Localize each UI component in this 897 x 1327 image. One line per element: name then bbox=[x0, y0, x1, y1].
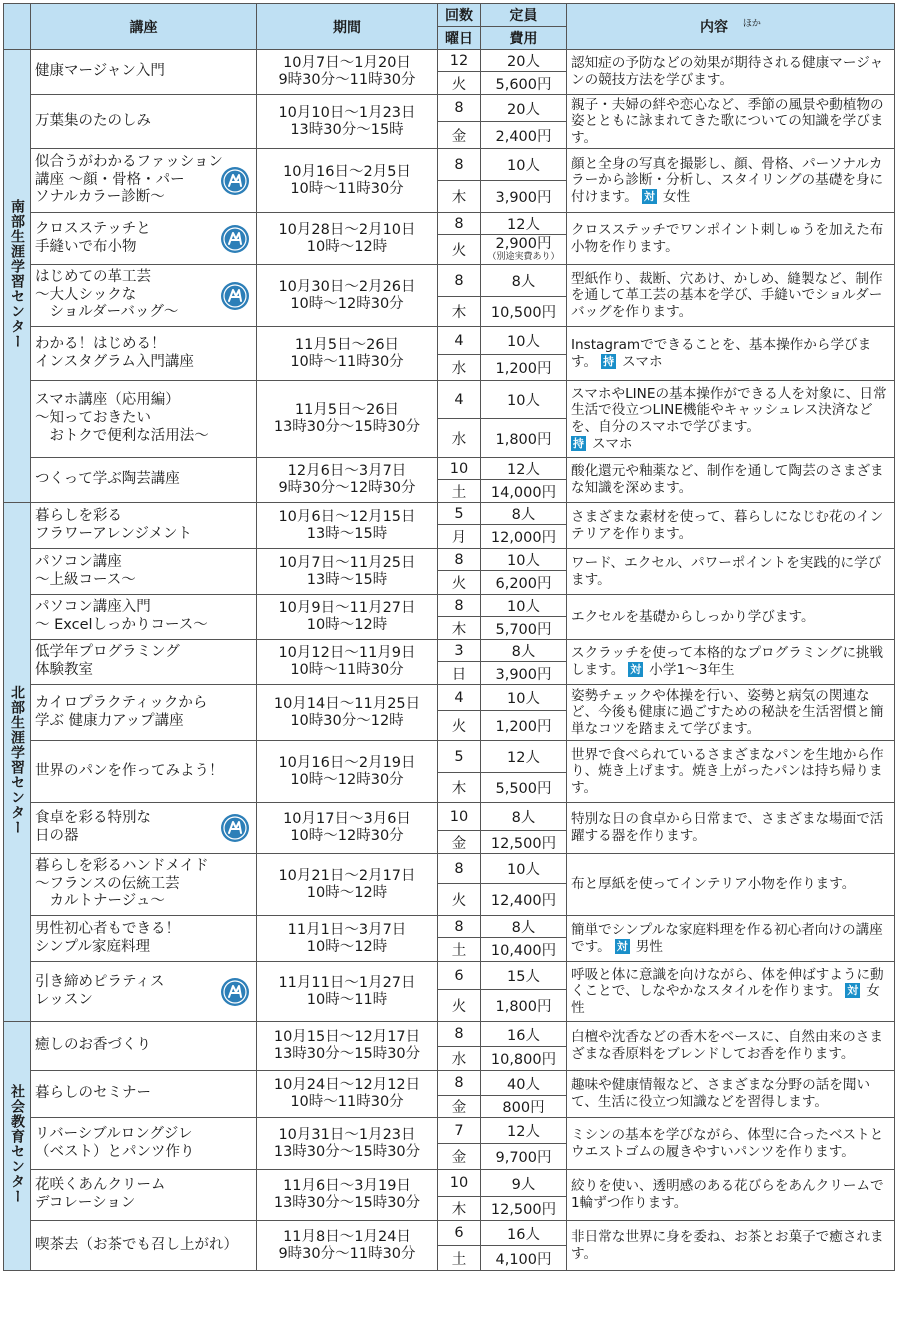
fee: 2,400円 bbox=[481, 122, 567, 149]
course-row bbox=[4, 595, 895, 617]
new-course-badge-icon bbox=[220, 813, 250, 843]
new-course-badge-icon bbox=[220, 281, 250, 311]
session-count: 8 bbox=[438, 1022, 481, 1047]
center-label bbox=[4, 503, 31, 1022]
fee: 5,700円 bbox=[481, 617, 567, 640]
weekday: 金 bbox=[438, 122, 481, 149]
capacity: 8人 bbox=[481, 503, 567, 525]
course-description bbox=[567, 149, 895, 213]
course-name-text: スマホ講座（応用編） 〜知っておきたい おトクで便利な活用法〜 bbox=[35, 392, 209, 444]
header-content-note: ほか bbox=[742, 19, 761, 30]
capacity: 16人 bbox=[481, 1022, 567, 1047]
target-tag-badge: 対 bbox=[643, 189, 655, 203]
fee-wrap bbox=[481, 237, 566, 262]
course-row bbox=[4, 1170, 895, 1197]
weekday: 金 bbox=[438, 831, 481, 854]
course-name bbox=[31, 327, 257, 381]
fee: 6,200円 bbox=[481, 571, 567, 595]
session-count: 5 bbox=[438, 503, 481, 525]
course-name bbox=[31, 265, 257, 327]
description-text: 世界で食べられているさまざまなパンを生地から作り、焼き上げます。焼き上がったパンは持ち帰ります。 bbox=[571, 746, 884, 796]
course-period: 10月17日〜3月6日 10時〜12時30分 bbox=[257, 803, 438, 854]
course-name-text: 暮らしを彩る フラワーアレンジメント bbox=[35, 507, 193, 542]
session-count: 12 bbox=[438, 50, 481, 72]
fee-amount: 2,900円 bbox=[495, 236, 552, 253]
course-period: 10月24日〜12月12日 10時〜11時30分 bbox=[257, 1071, 438, 1118]
capacity: 10人 bbox=[481, 149, 567, 181]
fee: 1,200円 bbox=[481, 711, 567, 741]
fee: 4,100円 bbox=[481, 1246, 567, 1271]
capacity: 10人 bbox=[481, 685, 567, 711]
course-name-text: 似合うがわかるファッション 講座 〜顔・骨格・パー ソナルカラー診断〜 bbox=[35, 153, 223, 206]
capacity: 8人 bbox=[481, 916, 567, 938]
fee: 10,400円 bbox=[481, 938, 567, 962]
header-corner bbox=[4, 4, 31, 50]
fee: 1,800円 bbox=[481, 990, 567, 1022]
header-course: 講座 bbox=[31, 4, 257, 50]
course-period: 10月15日〜12月17日 13時30分〜15時30分 bbox=[257, 1022, 438, 1071]
course-description bbox=[567, 916, 895, 962]
course-name bbox=[31, 916, 257, 962]
weekday: 火 bbox=[438, 235, 481, 265]
course-row bbox=[4, 685, 895, 711]
target-tag-text: 女性 bbox=[662, 188, 691, 205]
course-name bbox=[31, 549, 257, 595]
target-tag-badge: 対 bbox=[616, 939, 628, 953]
header-content bbox=[567, 4, 895, 50]
new-course-badge-icon bbox=[220, 166, 250, 196]
course-period: 11月8日〜1月24日 9時30分〜11時30分 bbox=[257, 1221, 438, 1271]
fee: 12,400円 bbox=[481, 884, 567, 916]
course-description bbox=[567, 1071, 895, 1118]
target-tag-text: スマホ bbox=[622, 353, 663, 370]
course-name bbox=[31, 381, 257, 458]
header-content-label: 内容 bbox=[700, 19, 729, 36]
session-count: 8 bbox=[438, 213, 481, 235]
session-count: 4 bbox=[438, 327, 481, 355]
session-count: 10 bbox=[438, 803, 481, 831]
target-tag-text: スマホ bbox=[592, 435, 633, 452]
description-text: ワード、エクセル、パワーポイントを実践的に学びます。 bbox=[571, 554, 882, 588]
description-text: 親子・夫婦の絆や恋心など、季節の風景や動植物の姿とともに詠まれてきた歌についての知識を学びます。 bbox=[571, 96, 884, 146]
fee: 10,500円 bbox=[481, 297, 567, 327]
course-name bbox=[31, 741, 257, 803]
course-description bbox=[567, 549, 895, 595]
course-row bbox=[4, 1022, 895, 1047]
capacity: 12人 bbox=[481, 458, 567, 480]
table-header bbox=[4, 4, 895, 50]
session-count: 6 bbox=[438, 1221, 481, 1246]
course-name-text: リバーシブルロングジレ （ベスト）とパンツ作り bbox=[35, 1125, 195, 1160]
description-text: 型紙作り、裁断、穴あけ、かしめ、縫製など、制作を通して革工芸の基本を学び、手縫いでショルダーバッグを作ります。 bbox=[571, 270, 883, 320]
course-name-text: 癒しのお香づくり bbox=[35, 1037, 151, 1054]
course-description bbox=[567, 95, 895, 149]
capacity: 8人 bbox=[481, 803, 567, 831]
course-name bbox=[31, 640, 257, 685]
session-count: 6 bbox=[438, 962, 481, 990]
course-description bbox=[567, 595, 895, 640]
course-name bbox=[31, 803, 257, 854]
course-period: 10月31日〜1月23日 13時30分〜15時30分 bbox=[257, 1118, 438, 1170]
course-name-text: 健康マージャン入門 bbox=[35, 63, 165, 80]
header-capacity: 定員 bbox=[481, 4, 567, 27]
weekday: 木 bbox=[438, 297, 481, 327]
course-row bbox=[4, 803, 895, 831]
course-name-text: パソコン講座 〜上級コース〜 bbox=[35, 553, 136, 588]
capacity: 12人 bbox=[481, 213, 567, 235]
weekday: 金 bbox=[438, 1144, 481, 1170]
center-label bbox=[4, 1022, 31, 1271]
fee: 14,000円 bbox=[481, 480, 567, 503]
session-count: 7 bbox=[438, 1118, 481, 1144]
course-description bbox=[567, 1221, 895, 1271]
description-text: 白檀や沈香などの香木をベースに、自然由来のさまざまな香原料をブレンドしてお香を作ります。 bbox=[571, 1029, 883, 1062]
description-text: 呼吸と体に意識を向けながら、体を伸ばすように動くことで、しなやかなスタイルを作ります。 bbox=[571, 966, 884, 1000]
session-count: 8 bbox=[438, 1071, 481, 1096]
course-name bbox=[31, 95, 257, 149]
capacity: 40人 bbox=[481, 1071, 567, 1096]
session-count: 8 bbox=[438, 595, 481, 617]
description-text: 簡単でシンプルな家庭料理を作る初心者向けの講座です。 bbox=[571, 921, 883, 955]
course-name bbox=[31, 149, 257, 213]
description-text: 絞りを使い、透明感のある花びらをあんクリームで1輪ずつ作ります。 bbox=[571, 1178, 884, 1211]
course-period: 10月21日〜2月17日 10時〜12時 bbox=[257, 854, 438, 916]
session-count: 3 bbox=[438, 640, 481, 662]
center-name: 南部生涯学習センター bbox=[9, 199, 25, 349]
course-name-text: クロスステッチと 手縫いで布小物 bbox=[35, 220, 151, 255]
capacity: 12人 bbox=[481, 1118, 567, 1144]
capacity: 12人 bbox=[481, 741, 567, 773]
course-name-text: 世界のパンを作ってみよう！ bbox=[35, 762, 224, 779]
description-text: クロスステッチでワンポイント刺しゅうを加えた布小物を作ります。 bbox=[571, 221, 884, 255]
target-tag-text: 女性 bbox=[571, 983, 880, 1016]
weekday: 土 bbox=[438, 480, 481, 503]
course-period: 10月7日〜1月20日 9時30分〜11時30分 bbox=[257, 50, 438, 95]
capacity: 9人 bbox=[481, 1170, 567, 1197]
course-description bbox=[567, 213, 895, 265]
fee: 5,500円 bbox=[481, 773, 567, 803]
course-row bbox=[4, 265, 895, 297]
description-text: 顔と全身の写真を撮影し、顔、骨格、パーソナルカラーから診断・分析し、スタイリングの基礎を身に付けます。 bbox=[571, 155, 884, 205]
course-description bbox=[567, 1118, 895, 1170]
course-name bbox=[31, 458, 257, 503]
capacity: 20人 bbox=[481, 95, 567, 122]
course-row bbox=[4, 381, 895, 419]
course-name bbox=[31, 1071, 257, 1118]
capacity: 20人 bbox=[481, 50, 567, 72]
course-name bbox=[31, 685, 257, 741]
course-name-text: パソコン講座入門 〜 Excelしっかりコース〜 bbox=[35, 599, 208, 633]
capacity: 10人 bbox=[481, 549, 567, 571]
header-fee: 費用 bbox=[481, 27, 567, 50]
header-weekday: 曜日 bbox=[438, 27, 481, 50]
description-text: さまざまな素材を使って、暮らしになじむ花のインテリアを作ります。 bbox=[571, 508, 884, 542]
weekday: 木 bbox=[438, 617, 481, 640]
session-count: 8 bbox=[438, 95, 481, 122]
weekday: 月 bbox=[438, 525, 481, 549]
weekday: 木 bbox=[438, 773, 481, 803]
course-description bbox=[567, 1022, 895, 1071]
course-description bbox=[567, 685, 895, 741]
weekday: 金 bbox=[438, 1096, 481, 1118]
course-description bbox=[567, 458, 895, 503]
weekday: 火 bbox=[438, 990, 481, 1022]
weekday: 火 bbox=[438, 72, 481, 95]
center-name: 北部生涯学習センター bbox=[9, 685, 25, 835]
capacity: 10人 bbox=[481, 854, 567, 884]
session-count: 8 bbox=[438, 854, 481, 884]
course-row bbox=[4, 95, 895, 122]
session-count: 8 bbox=[438, 265, 481, 297]
course-name bbox=[31, 1118, 257, 1170]
fee: 800円 bbox=[481, 1096, 567, 1118]
session-count: 8 bbox=[438, 549, 481, 571]
course-name-text: 食卓を彩る特別な 日の器 bbox=[35, 810, 151, 844]
course-row bbox=[4, 503, 895, 525]
description-text: Instagramでできることを、基本操作から学びます。 bbox=[571, 336, 872, 370]
fee: 12,500円 bbox=[481, 1197, 567, 1221]
course-description bbox=[567, 381, 895, 458]
description-text: ミシンの基本を学びながら、体型に合ったベストとウエストゴムの履きやすいパンツを作ります。 bbox=[571, 1126, 884, 1160]
description-text: エクセルを基礎からしっかり学びます。 bbox=[571, 608, 815, 625]
course-description bbox=[567, 50, 895, 95]
course-period: 10月6日〜12月15日 13時〜15時 bbox=[257, 503, 438, 549]
course-period: 10月16日〜2月5日 10時〜11時30分 bbox=[257, 149, 438, 213]
course-name-text: カイロプラクティックから 学ぶ 健康力アップ講座 bbox=[35, 694, 208, 729]
fee: 12,500円 bbox=[481, 831, 567, 854]
weekday: 土 bbox=[438, 1246, 481, 1271]
course-name bbox=[31, 1170, 257, 1221]
fee: 1,800円 bbox=[481, 419, 567, 458]
course-row bbox=[4, 854, 895, 884]
description-text: 非日常な世界に身を委ね、お茶とお菓子で癒されます。 bbox=[571, 1228, 884, 1262]
course-row bbox=[4, 962, 895, 990]
course-row bbox=[4, 640, 895, 662]
course-name bbox=[31, 1022, 257, 1071]
course-row bbox=[4, 458, 895, 480]
description-text: 趣味や健康情報など、さまざまな分野の話を聞いて、生活に役立つ知識などを習得します。 bbox=[571, 1077, 871, 1110]
course-description bbox=[567, 503, 895, 549]
course-period: 10月28日〜2月10日 10時〜12時 bbox=[257, 213, 438, 265]
session-count: 4 bbox=[438, 685, 481, 711]
course-name-text: はじめての革工芸 〜大人シックな ショルダーバッグ〜 bbox=[35, 268, 179, 321]
weekday: 水 bbox=[438, 419, 481, 458]
fee: 9,700円 bbox=[481, 1144, 567, 1170]
session-count: 10 bbox=[438, 1170, 481, 1197]
course-description bbox=[567, 741, 895, 803]
capacity: 10人 bbox=[481, 327, 567, 355]
course-row bbox=[4, 327, 895, 355]
course-name bbox=[31, 595, 257, 640]
capacity: 10人 bbox=[481, 595, 567, 617]
course-description bbox=[567, 854, 895, 916]
course-description bbox=[567, 1170, 895, 1221]
course-name-text: 花咲くあんクリーム デコレーション bbox=[35, 1177, 166, 1211]
fee: 3,900円 bbox=[481, 181, 567, 213]
session-count: 4 bbox=[438, 381, 481, 419]
session-count: 5 bbox=[438, 741, 481, 773]
course-name bbox=[31, 213, 257, 265]
course-name bbox=[31, 1221, 257, 1271]
session-count: 8 bbox=[438, 916, 481, 938]
weekday: 水 bbox=[438, 1047, 481, 1071]
table-body bbox=[4, 50, 895, 1271]
course-row bbox=[4, 1221, 895, 1246]
capacity: 8人 bbox=[481, 640, 567, 662]
course-description bbox=[567, 327, 895, 381]
course-period: 11月5日〜26日 10時〜11時30分 bbox=[257, 327, 438, 381]
course-description bbox=[567, 803, 895, 854]
fee: 5,600円 bbox=[481, 72, 567, 95]
fee: 10,800円 bbox=[481, 1047, 567, 1071]
course-name-text: 低学年プログラミング 体験教室 bbox=[35, 644, 180, 678]
description-text: 姿勢チェックや体操を行い、姿勢と病気の関連など、今後も健康に過ごすための秘訣を生活習慣と簡単なコツを踏まえて学びます。 bbox=[571, 687, 884, 737]
description-text: 認知症の予防などの効果が期待される健康マージャンの競技方法を学びます。 bbox=[571, 55, 884, 88]
weekday: 火 bbox=[438, 711, 481, 741]
new-course-badge-icon bbox=[220, 977, 250, 1007]
center-label bbox=[4, 50, 31, 503]
course-row bbox=[4, 50, 895, 72]
capacity: 16人 bbox=[481, 1221, 567, 1246]
capacity: 10人 bbox=[481, 381, 567, 419]
course-period: 11月11日〜1月27日 10時〜11時 bbox=[257, 962, 438, 1022]
course-period: 10月12日〜11月9日 10時〜11時30分 bbox=[257, 640, 438, 685]
weekday: 日 bbox=[438, 662, 481, 685]
header-count: 回数 bbox=[438, 4, 481, 27]
capacity: 15人 bbox=[481, 962, 567, 990]
course-period: 10月30日〜2月26日 10時〜12時30分 bbox=[257, 265, 438, 327]
target-tag-badge: 対 bbox=[847, 984, 859, 998]
weekday: 火 bbox=[438, 571, 481, 595]
session-count: 8 bbox=[438, 149, 481, 181]
course-row bbox=[4, 149, 895, 181]
weekday: 木 bbox=[438, 181, 481, 213]
course-name-text: 引き締めピラティス レッスン bbox=[35, 973, 165, 1008]
description-text: 特別な日の食卓から日常まで、さまざまな場面で活躍する器を作ります。 bbox=[571, 811, 884, 844]
course-row bbox=[4, 1071, 895, 1096]
course-name-text: つくって学ぶ陶芸講座 bbox=[35, 471, 180, 488]
header-period: 期間 bbox=[257, 4, 438, 50]
target-tag-text: 小学1〜3年生 bbox=[649, 662, 735, 678]
course-period: 10月9日〜11月27日 10時〜12時 bbox=[257, 595, 438, 640]
course-row bbox=[4, 916, 895, 938]
description-text: スクラッチを使って本格的なプログラミングに挑戦します。 bbox=[571, 645, 884, 678]
fee-note: （別途実費あり） bbox=[487, 251, 560, 262]
course-description bbox=[567, 640, 895, 685]
target-tag-badge: 持 bbox=[603, 354, 615, 368]
weekday: 火 bbox=[438, 884, 481, 916]
course-table bbox=[3, 3, 895, 1271]
weekday: 水 bbox=[438, 355, 481, 381]
course-period: 12月6日〜3月7日 9時30分〜12時30分 bbox=[257, 458, 438, 503]
fee: 12,000円 bbox=[481, 525, 567, 549]
course-period: 10月14日〜11月25日 10時30分〜12時 bbox=[257, 685, 438, 741]
course-period: 10月10日〜1月23日 13時30分〜15時 bbox=[257, 95, 438, 149]
center-name: 社会教育センター bbox=[9, 1084, 25, 1204]
course-name bbox=[31, 854, 257, 916]
new-course-badge-icon bbox=[220, 224, 250, 254]
course-name-text: 喫茶去（お茶でも召し上がれ） bbox=[35, 1236, 238, 1253]
weekday: 木 bbox=[438, 1197, 481, 1221]
course-period: 11月6日〜3月19日 13時30分〜15時30分 bbox=[257, 1170, 438, 1221]
course-period: 11月1日〜3月7日 10時〜12時 bbox=[257, 916, 438, 962]
target-tag-text: 男性 bbox=[635, 938, 663, 955]
course-row bbox=[4, 741, 895, 773]
course-description bbox=[567, 265, 895, 327]
course-name bbox=[31, 962, 257, 1022]
target-tag-badge: 対 bbox=[630, 663, 642, 676]
course-period: 11月5日〜26日 13時30分〜15時30分 bbox=[257, 381, 438, 458]
course-name-text: 万葉集のたのしみ bbox=[35, 112, 151, 129]
course-name-text: 暮らしを彩るハンドメイド 〜フランスの伝統工芸 カルトナージュ〜 bbox=[35, 857, 209, 910]
course-description bbox=[567, 962, 895, 1022]
target-tag-badge: 持 bbox=[573, 436, 584, 450]
course-name-text: 男性初心者もできる！ シンプル家庭料理 bbox=[35, 920, 180, 955]
description-text: 酸化還元や釉薬など、制作を通して陶芸のさまざまな知識を深めます。 bbox=[571, 463, 884, 496]
session-count: 10 bbox=[438, 458, 481, 480]
weekday: 土 bbox=[438, 938, 481, 962]
capacity: 8人 bbox=[481, 265, 567, 297]
course-name-text: 暮らしのセミナー bbox=[35, 1085, 151, 1102]
course-name bbox=[31, 50, 257, 95]
course-name-text: わかる！はじめる！ インスタグラム入門講座 bbox=[35, 335, 194, 370]
course-name bbox=[31, 503, 257, 549]
course-period: 10月16日〜2月19日 10時〜12時30分 bbox=[257, 741, 438, 803]
course-row bbox=[4, 549, 895, 571]
fee: 1,200円 bbox=[481, 355, 567, 381]
course-row bbox=[4, 213, 895, 235]
fee: 3,900円 bbox=[481, 662, 567, 685]
fee bbox=[481, 235, 567, 265]
course-row bbox=[4, 1118, 895, 1144]
description-text: スマホやLINEの基本操作ができる人を対象に、日常生活で役立つLINE機能やキャッシュレス決済などを、自分のスマホで学びます。 bbox=[571, 385, 887, 435]
description-text: 布と厚紙を使ってインテリア小物を作ります。 bbox=[571, 876, 856, 893]
course-period: 10月7日〜11月25日 13時〜15時 bbox=[257, 549, 438, 595]
